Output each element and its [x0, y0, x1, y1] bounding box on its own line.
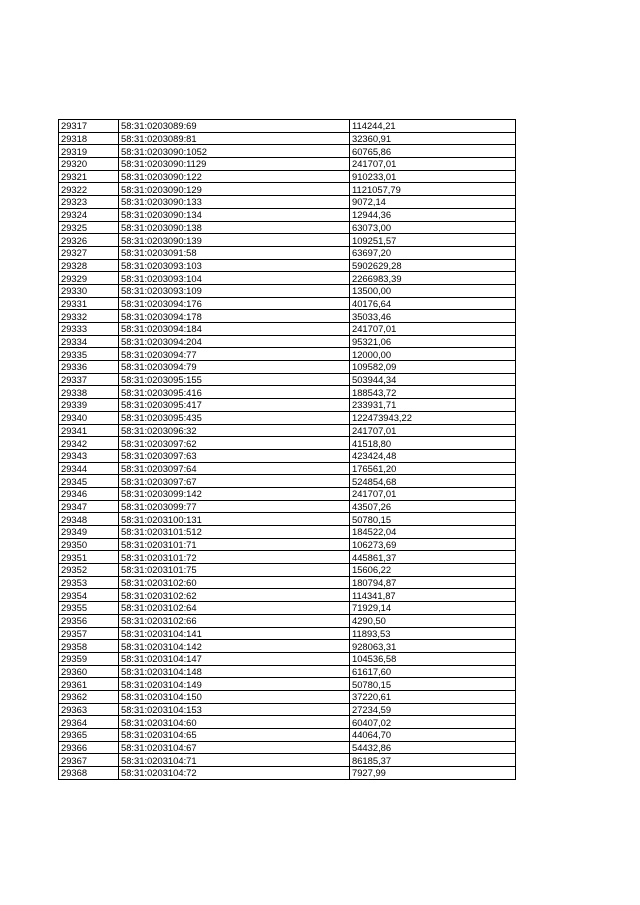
- row-number-cell: 29350: [59, 538, 119, 551]
- value-cell: 9072,14: [350, 196, 516, 209]
- value-cell: 27234,59: [350, 703, 516, 716]
- cadastral-number-cell: 58:31:0203104:150: [119, 690, 350, 703]
- cadastral-number-cell: 58:31:0203099:77: [119, 500, 350, 513]
- row-number-cell: 29347: [59, 500, 119, 513]
- row-number-cell: 29340: [59, 411, 119, 424]
- table-row: [59, 526, 516, 539]
- table-row: [59, 399, 516, 412]
- table-row: [59, 716, 516, 729]
- cadastral-number-cell: 58:31:0203104:60: [119, 716, 350, 729]
- table-row: [59, 767, 516, 780]
- table-row: [59, 323, 516, 336]
- value-cell: 61617,60: [350, 665, 516, 678]
- row-number-cell: 29321: [59, 170, 119, 183]
- row-number-cell: 29368: [59, 767, 119, 780]
- table-row: [59, 462, 516, 475]
- table-row: [59, 272, 516, 285]
- value-cell: 104536,58: [350, 652, 516, 665]
- cadastral-number-cell: 58:31:0203104:142: [119, 640, 350, 653]
- cadastral-number-cell: 58:31:0203102:64: [119, 602, 350, 615]
- cadastral-number-cell: 58:31:0203097:67: [119, 475, 350, 488]
- table-row: [59, 208, 516, 221]
- cadastral-number-cell: 58:31:0203104:148: [119, 665, 350, 678]
- cadastral-number-cell: 58:31:0203091:58: [119, 246, 350, 259]
- table-row: [59, 602, 516, 615]
- table-row: [59, 564, 516, 577]
- row-number-cell: 29318: [59, 132, 119, 145]
- cadastral-number-cell: 58:31:0203101:71: [119, 538, 350, 551]
- value-cell: 60407,02: [350, 716, 516, 729]
- table-row: [59, 475, 516, 488]
- value-cell: 188543,72: [350, 386, 516, 399]
- row-number-cell: 29360: [59, 665, 119, 678]
- value-cell: 423424,48: [350, 449, 516, 462]
- row-number-cell: 29365: [59, 729, 119, 742]
- row-number-cell: 29343: [59, 449, 119, 462]
- value-cell: 15606,22: [350, 564, 516, 577]
- table-row: [59, 627, 516, 640]
- value-cell: 2266983,39: [350, 272, 516, 285]
- cadastral-number-cell: 58:31:0203104:147: [119, 652, 350, 665]
- value-cell: 122473943,22: [350, 411, 516, 424]
- value-cell: 12000,00: [350, 348, 516, 361]
- value-cell: 12944,36: [350, 208, 516, 221]
- value-cell: 928063,31: [350, 640, 516, 653]
- row-number-cell: 29324: [59, 208, 119, 221]
- row-number-cell: 29341: [59, 424, 119, 437]
- row-number-cell: 29326: [59, 234, 119, 247]
- cadastral-number-cell: 58:31:0203094:184: [119, 323, 350, 336]
- value-cell: 40176,64: [350, 297, 516, 310]
- value-cell: 106273,69: [350, 538, 516, 551]
- table-row: [59, 424, 516, 437]
- cadastral-number-cell: 58:31:0203090:134: [119, 208, 350, 221]
- cadastral-number-cell: 58:31:0203093:103: [119, 259, 350, 272]
- value-cell: 4290,50: [350, 614, 516, 627]
- table-row: [59, 170, 516, 183]
- value-cell: 445861,37: [350, 551, 516, 564]
- table-row: [59, 729, 516, 742]
- cadastral-number-cell: 58:31:0203090:139: [119, 234, 350, 247]
- value-cell: 109582,09: [350, 361, 516, 374]
- row-number-cell: 29322: [59, 183, 119, 196]
- value-cell: 241707,01: [350, 323, 516, 336]
- value-cell: 95321,06: [350, 335, 516, 348]
- row-number-cell: 29333: [59, 323, 119, 336]
- cadastral-number-cell: 58:31:0203095:155: [119, 373, 350, 386]
- cadastral-number-cell: 58:31:0203097:62: [119, 437, 350, 450]
- row-number-cell: 29320: [59, 158, 119, 171]
- cadastral-number-cell: 58:31:0203095:435: [119, 411, 350, 424]
- cadastral-number-cell: 58:31:0203097:63: [119, 449, 350, 462]
- cadastral-number-cell: 58:31:0203104:141: [119, 627, 350, 640]
- table-row: [59, 234, 516, 247]
- table-row: [59, 589, 516, 602]
- cadastral-number-cell: 58:31:0203104:72: [119, 767, 350, 780]
- value-cell: 35033,46: [350, 310, 516, 323]
- row-number-cell: 29356: [59, 614, 119, 627]
- table-row: [59, 640, 516, 653]
- value-cell: 11893,53: [350, 627, 516, 640]
- cadastral-number-cell: 58:31:0203090:1129: [119, 158, 350, 171]
- table-row: [59, 246, 516, 259]
- row-number-cell: 29331: [59, 297, 119, 310]
- value-cell: 13500,00: [350, 284, 516, 297]
- value-cell: 241707,01: [350, 424, 516, 437]
- value-cell: 7927,99: [350, 767, 516, 780]
- value-cell: 233931,71: [350, 399, 516, 412]
- table-row: [59, 386, 516, 399]
- row-number-cell: 29323: [59, 196, 119, 209]
- table-row: [59, 678, 516, 691]
- table-row: [59, 196, 516, 209]
- table-row: [59, 703, 516, 716]
- table-row: [59, 259, 516, 272]
- row-number-cell: 29349: [59, 526, 119, 539]
- row-number-cell: 29345: [59, 475, 119, 488]
- row-number-cell: 29339: [59, 399, 119, 412]
- row-number-cell: 29319: [59, 145, 119, 158]
- table-row: [59, 158, 516, 171]
- table-row: [59, 310, 516, 323]
- row-number-cell: 29336: [59, 361, 119, 374]
- row-number-cell: 29357: [59, 627, 119, 640]
- table-row: [59, 145, 516, 158]
- cadastral-number-cell: 58:31:0203090:129: [119, 183, 350, 196]
- value-cell: 44064,70: [350, 729, 516, 742]
- row-number-cell: 29335: [59, 348, 119, 361]
- row-number-cell: 29353: [59, 576, 119, 589]
- value-cell: 524854,68: [350, 475, 516, 488]
- cadastral-number-cell: 58:31:0203104:65: [119, 729, 350, 742]
- value-cell: 50780,15: [350, 513, 516, 526]
- table-row: [59, 449, 516, 462]
- row-number-cell: 29344: [59, 462, 119, 475]
- cadastral-number-cell: 58:31:0203089:69: [119, 120, 350, 133]
- table-row: [59, 500, 516, 513]
- value-cell: 71929,14: [350, 602, 516, 615]
- value-cell: 54432,86: [350, 741, 516, 754]
- table-body: [59, 120, 516, 780]
- value-cell: 86185,37: [350, 754, 516, 767]
- row-number-cell: 29367: [59, 754, 119, 767]
- table-row: [59, 335, 516, 348]
- table-row: [59, 361, 516, 374]
- row-number-cell: 29352: [59, 564, 119, 577]
- row-number-cell: 29366: [59, 741, 119, 754]
- value-cell: 180794,87: [350, 576, 516, 589]
- table-row: [59, 513, 516, 526]
- cadastral-number-cell: 58:31:0203097:64: [119, 462, 350, 475]
- table-row: [59, 754, 516, 767]
- table-row: [59, 690, 516, 703]
- table-row: [59, 297, 516, 310]
- row-number-cell: 29348: [59, 513, 119, 526]
- row-number-cell: 29361: [59, 678, 119, 691]
- row-number-cell: 29342: [59, 437, 119, 450]
- table-row: [59, 614, 516, 627]
- table-row: [59, 221, 516, 234]
- value-cell: 32360,91: [350, 132, 516, 145]
- cadastral-number-cell: 58:31:0203093:104: [119, 272, 350, 285]
- table-row: [59, 741, 516, 754]
- value-cell: 63073,00: [350, 221, 516, 234]
- row-number-cell: 29337: [59, 373, 119, 386]
- value-cell: 109251,57: [350, 234, 516, 247]
- cadastral-number-cell: 58:31:0203104:149: [119, 678, 350, 691]
- cadastral-table: [58, 119, 516, 780]
- table-row: [59, 487, 516, 500]
- row-number-cell: 29338: [59, 386, 119, 399]
- row-number-cell: 29317: [59, 120, 119, 133]
- table-row: [59, 120, 516, 133]
- value-cell: 503944,34: [350, 373, 516, 386]
- table-row: [59, 652, 516, 665]
- table-row: [59, 551, 516, 564]
- row-number-cell: 29362: [59, 690, 119, 703]
- cadastral-number-cell: 58:31:0203094:178: [119, 310, 350, 323]
- row-number-cell: 29354: [59, 589, 119, 602]
- cadastral-number-cell: 58:31:0203096:32: [119, 424, 350, 437]
- value-cell: 63697,20: [350, 246, 516, 259]
- cadastral-number-cell: 58:31:0203099:142: [119, 487, 350, 500]
- row-number-cell: 29327: [59, 246, 119, 259]
- row-number-cell: 29325: [59, 221, 119, 234]
- table-row: [59, 284, 516, 297]
- value-cell: 114341,87: [350, 589, 516, 602]
- row-number-cell: 29334: [59, 335, 119, 348]
- row-number-cell: 29346: [59, 487, 119, 500]
- cadastral-number-cell: 58:31:0203094:77: [119, 348, 350, 361]
- row-number-cell: 29364: [59, 716, 119, 729]
- cadastral-number-cell: 58:31:0203090:122: [119, 170, 350, 183]
- table-row: [59, 576, 516, 589]
- row-number-cell: 29332: [59, 310, 119, 323]
- row-number-cell: 29359: [59, 652, 119, 665]
- cadastral-number-cell: 58:31:0203090:1052: [119, 145, 350, 158]
- cadastral-number-cell: 58:31:0203094:176: [119, 297, 350, 310]
- row-number-cell: 29351: [59, 551, 119, 564]
- cadastral-number-cell: 58:31:0203089:81: [119, 132, 350, 145]
- value-cell: 5902629,28: [350, 259, 516, 272]
- value-cell: 910233,01: [350, 170, 516, 183]
- cadastral-number-cell: 58:31:0203102:66: [119, 614, 350, 627]
- table-row: [59, 183, 516, 196]
- table-row: [59, 538, 516, 551]
- table-row: [59, 348, 516, 361]
- table-row: [59, 373, 516, 386]
- value-cell: 114244,21: [350, 120, 516, 133]
- row-number-cell: 29355: [59, 602, 119, 615]
- value-cell: 184522,04: [350, 526, 516, 539]
- table-row: [59, 411, 516, 424]
- cadastral-number-cell: 58:31:0203094:204: [119, 335, 350, 348]
- cadastral-number-cell: 58:31:0203094:79: [119, 361, 350, 374]
- value-cell: 37220,61: [350, 690, 516, 703]
- row-number-cell: 29330: [59, 284, 119, 297]
- cadastral-number-cell: 58:31:0203090:133: [119, 196, 350, 209]
- table-row: [59, 437, 516, 450]
- value-cell: 50780,15: [350, 678, 516, 691]
- row-number-cell: 29358: [59, 640, 119, 653]
- value-cell: 241707,01: [350, 158, 516, 171]
- table-row: [59, 132, 516, 145]
- cadastral-number-cell: 58:31:0203101:75: [119, 564, 350, 577]
- cadastral-number-cell: 58:31:0203090:138: [119, 221, 350, 234]
- cadastral-number-cell: 58:31:0203100:131: [119, 513, 350, 526]
- cadastral-number-cell: 58:31:0203102:60: [119, 576, 350, 589]
- value-cell: 176561,20: [350, 462, 516, 475]
- row-number-cell: 29329: [59, 272, 119, 285]
- value-cell: 41518,80: [350, 437, 516, 450]
- value-cell: 43507,26: [350, 500, 516, 513]
- row-number-cell: 29328: [59, 259, 119, 272]
- row-number-cell: 29363: [59, 703, 119, 716]
- cadastral-number-cell: 58:31:0203093:109: [119, 284, 350, 297]
- cadastral-number-cell: 58:31:0203102:62: [119, 589, 350, 602]
- value-cell: 1121057,79: [350, 183, 516, 196]
- value-cell: 60765,86: [350, 145, 516, 158]
- cadastral-number-cell: 58:31:0203101:72: [119, 551, 350, 564]
- cadastral-number-cell: 58:31:0203101:512: [119, 526, 350, 539]
- cadastral-number-cell: 58:31:0203095:417: [119, 399, 350, 412]
- cadastral-number-cell: 58:31:0203104:71: [119, 754, 350, 767]
- cadastral-number-cell: 58:31:0203095:416: [119, 386, 350, 399]
- table-row: [59, 665, 516, 678]
- value-cell: 241707,01: [350, 487, 516, 500]
- cadastral-number-cell: 58:31:0203104:153: [119, 703, 350, 716]
- cadastral-number-cell: 58:31:0203104:67: [119, 741, 350, 754]
